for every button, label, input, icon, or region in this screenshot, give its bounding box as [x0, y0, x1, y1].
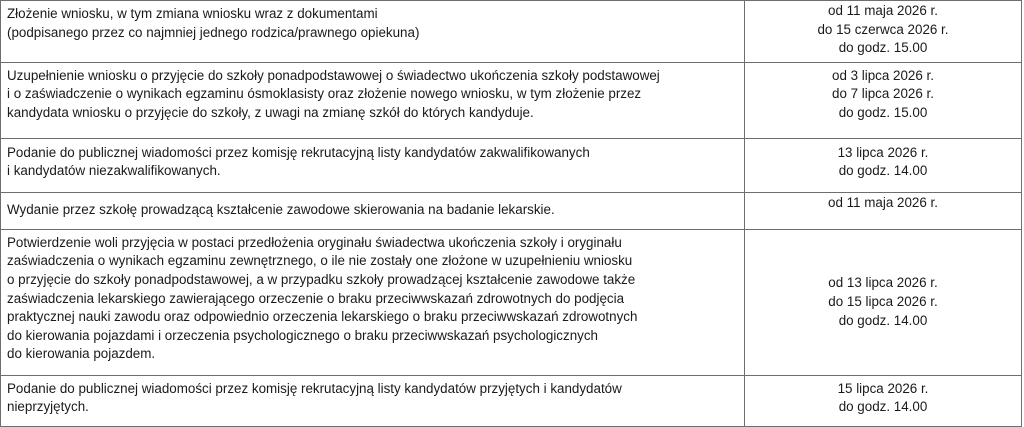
date-line: od 3 lipca 2026 r.: [832, 67, 934, 83]
date-line: od 13 lipca 2026 r.: [828, 275, 938, 291]
step-description: [1, 375, 745, 426]
step-deadline: [745, 192, 1022, 229]
step-deadline: [745, 229, 1022, 375]
description-line: zaświadczenia lekarskiego zawierającego orzeczenie o braku przeciwwskazań zdrowotnych do podjęcia: [7, 290, 625, 306]
description-line: i kandydatów niezakwalifikowanych.: [7, 163, 221, 179]
table-row: [1, 375, 1022, 426]
description-line: do kierowania pojazdami i orzeczenia psychologicznego o braku przeciwwskazań psychologicznych: [7, 327, 598, 343]
table-row: [1, 138, 1022, 192]
step-deadline: [745, 1, 1022, 63]
step-deadline: [745, 375, 1022, 426]
description-line: Złożenie wniosku, w tym zmiana wniosku wraz z dokumentami: [7, 6, 378, 21]
date-line: 13 lipca 2026 r.: [837, 144, 929, 160]
step-description: [1, 229, 745, 375]
date-line: do 7 lipca 2026 r.: [832, 86, 934, 102]
description-line: (podpisanego przez co najmniej jednego rodzica/prawnego opiekuna): [7, 24, 420, 40]
description-line: o przyjęcie do szkoły ponadpodstawowej, a w przypadku szkoły prowadzącej kształcenie zawodowe także: [7, 271, 636, 287]
date-line: do 15 lipca 2026 r.: [828, 293, 938, 309]
description-line: i o zaświadczenie o wynikach egzaminu ósmoklasisty oraz złożenie nowego wniosku, w tym złożenie przez: [7, 86, 642, 102]
table-row: [1, 229, 1022, 375]
table-row: [1, 1, 1022, 63]
description-line: do kierowania pojazdem.: [7, 346, 156, 362]
description-line: Podanie do publicznej wiadomości przez komisję rekrutacyjną listy kandydatów przyjętych i kandydatów: [7, 380, 622, 396]
date-line: do 15 czerwca 2026 r.: [817, 21, 949, 37]
description-line: Potwierdzenie woli przyjęcia w postaci przedłożenia oryginału świadectwa ukończenia szkoły i oryginału: [7, 234, 622, 250]
description-line: nieprzyjętych.: [7, 399, 89, 415]
description-line: zaświadczenia o wynikach egzaminu zewnętrznego, o ile nie zostały one złożone w uzupełnieniu wniosku: [7, 253, 633, 269]
description-line: praktycznej nauki zawodu oraz odpowiednio orzeczenia lekarskiego o braku przeciwwskazań zdrowotnych: [7, 309, 638, 325]
step-deadline: [745, 62, 1022, 138]
step-description: [1, 1, 745, 63]
description-line: Wydanie przez szkołę prowadzącą kształcenie zawodowe skierowania na badanie lekarskie.: [7, 202, 555, 218]
step-description: [1, 192, 745, 229]
table-row: [1, 192, 1022, 229]
date-line: do godz. 15.00: [838, 104, 928, 120]
date-line: od 11 maja 2026 r.: [828, 194, 938, 210]
table-row: [1, 62, 1022, 138]
date-line: od 11 maja 2026 r.: [828, 3, 938, 18]
step-description: [1, 62, 745, 138]
date-line: do godz. 14.00: [838, 399, 928, 415]
step-description: [1, 138, 745, 192]
description-line: Uzupełnienie wniosku o przyjęcie do szkoły ponadpodstawowej o świadectwo ukończenia szkoły podstawowej: [7, 67, 660, 83]
description-line: Podanie do publicznej wiadomości przez komisję rekrutacyjną listy kandydatów zakwalifikowanych: [7, 144, 590, 160]
date-line: do godz. 15.00: [838, 40, 928, 56]
date-line: do godz. 14.00: [838, 163, 928, 179]
description-line: kandydata wniosku o przyjęcie do szkoły, z uwagi na zmianę szkół do których kandyduje.: [7, 104, 534, 120]
date-line: do godz. 14.00: [838, 312, 928, 328]
date-line: 15 lipca 2026 r.: [837, 380, 929, 396]
step-deadline: [745, 138, 1022, 192]
